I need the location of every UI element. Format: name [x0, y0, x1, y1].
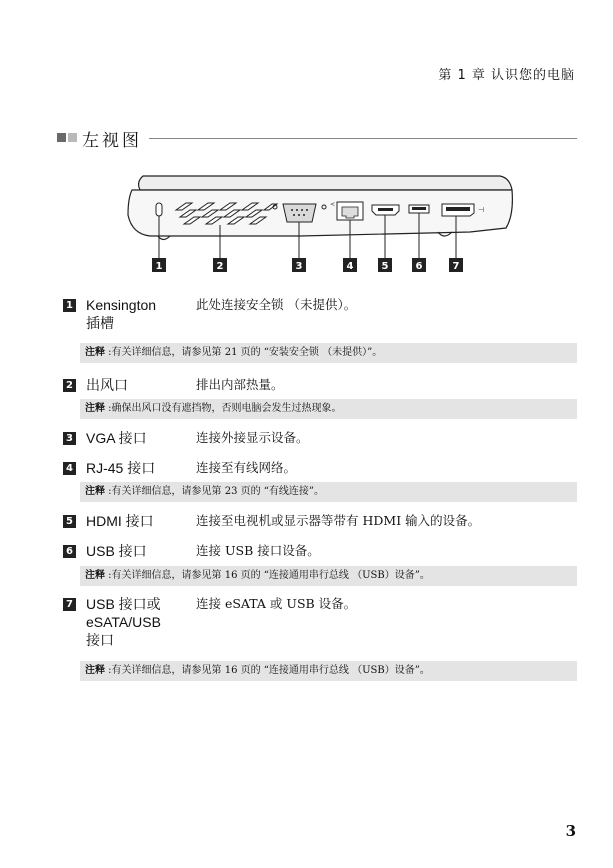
list-item [63, 431, 578, 449]
list-item [63, 378, 578, 396]
rj45-port-inner [342, 207, 358, 218]
item-badge: 6 [63, 545, 76, 558]
item-badge: 7 [63, 598, 76, 611]
hdmi-port-inner [378, 208, 393, 211]
note-label: 注释 [85, 570, 105, 581]
item-label: RJ-45 接口 [86, 460, 156, 476]
note-text: :有关详细信息，请参见第 21 页的 “安装安全锁 （未提供）”。 [105, 347, 383, 358]
usb-port-inner [412, 207, 426, 210]
callout-4-num: 4 [346, 261, 354, 272]
note [80, 343, 577, 363]
esata-symbol: ⊣ [478, 206, 485, 214]
note [80, 566, 577, 586]
callout-6-num: 6 [415, 261, 423, 272]
section-title-text: 左视图 [82, 131, 142, 151]
callout-2-num: 2 [216, 261, 224, 272]
item-description: 连接 eSATA 或 USB 设备。 [196, 596, 357, 611]
callout-7-num: 7 [452, 261, 460, 272]
list-item [63, 597, 578, 653]
item-badge: 5 [63, 515, 76, 528]
callout-1-num: 1 [155, 261, 163, 272]
esata-usb-port-inner [446, 207, 470, 211]
note [80, 482, 577, 502]
page-number: 3 [565, 822, 576, 840]
item-description: 此处连接安全锁 （未提供）。 [196, 297, 357, 312]
rj45-symbol: ≺ [330, 201, 336, 208]
item-badge: 1 [63, 299, 76, 312]
laptop-left-side-diagram [0, 0, 613, 290]
note-label: 注释 [85, 347, 105, 358]
item-label: HDMI 接口 [86, 513, 154, 529]
callout-badges [152, 258, 463, 272]
item-description: 连接至有线网络。 [196, 460, 297, 475]
note-text: :有关详细信息，请参见第 16 页的 “连接通用串行总线 （USB）设备”。 [105, 665, 430, 676]
list-item [63, 514, 578, 532]
item-label: Kensington 插槽 [86, 297, 157, 331]
laptop-lid [139, 176, 512, 190]
item-label: VGA 接口 [86, 430, 147, 446]
chapter-header: 第 1 章 认识您的电脑 [438, 68, 575, 83]
item-description: 连接至电视机或显示器等带有 HDMI 输入的设备。 [196, 513, 481, 528]
note [80, 661, 577, 681]
item-label: USB 接口或 eSATA/USB 接口 [86, 596, 161, 648]
note-text: :有关详细信息，请参见第 16 页的 “连接通用串行总线 （USB）设备”。 [105, 570, 430, 581]
item-badge: 4 [63, 462, 76, 475]
callout-5-num: 5 [381, 261, 389, 272]
item-label: 出风口 [86, 377, 128, 393]
list-item [63, 544, 578, 562]
note-text: :确保出风口没有遮挡物，否则电脑会发生过热现象。 [105, 403, 342, 414]
item-label: USB 接口 [86, 543, 147, 559]
note-label: 注释 [85, 665, 105, 676]
note [80, 399, 577, 419]
item-description: 连接 USB 接口设备。 [196, 543, 320, 558]
list-item [63, 298, 578, 338]
vga-port-icon [283, 204, 316, 222]
note-text: :有关详细信息，请参见第 23 页的 “有线连接”。 [105, 486, 325, 497]
item-badge: 3 [63, 432, 76, 445]
item-description: 排出内部热量。 [196, 377, 284, 392]
note-label: 注释 [85, 403, 105, 414]
list-item [63, 461, 578, 479]
callout-3-num: 3 [295, 261, 303, 272]
item-badge: 2 [63, 379, 76, 392]
kensington-slot-icon [156, 203, 162, 216]
note-label: 注释 [85, 486, 105, 497]
item-description: 连接外接显示设备。 [196, 430, 309, 445]
